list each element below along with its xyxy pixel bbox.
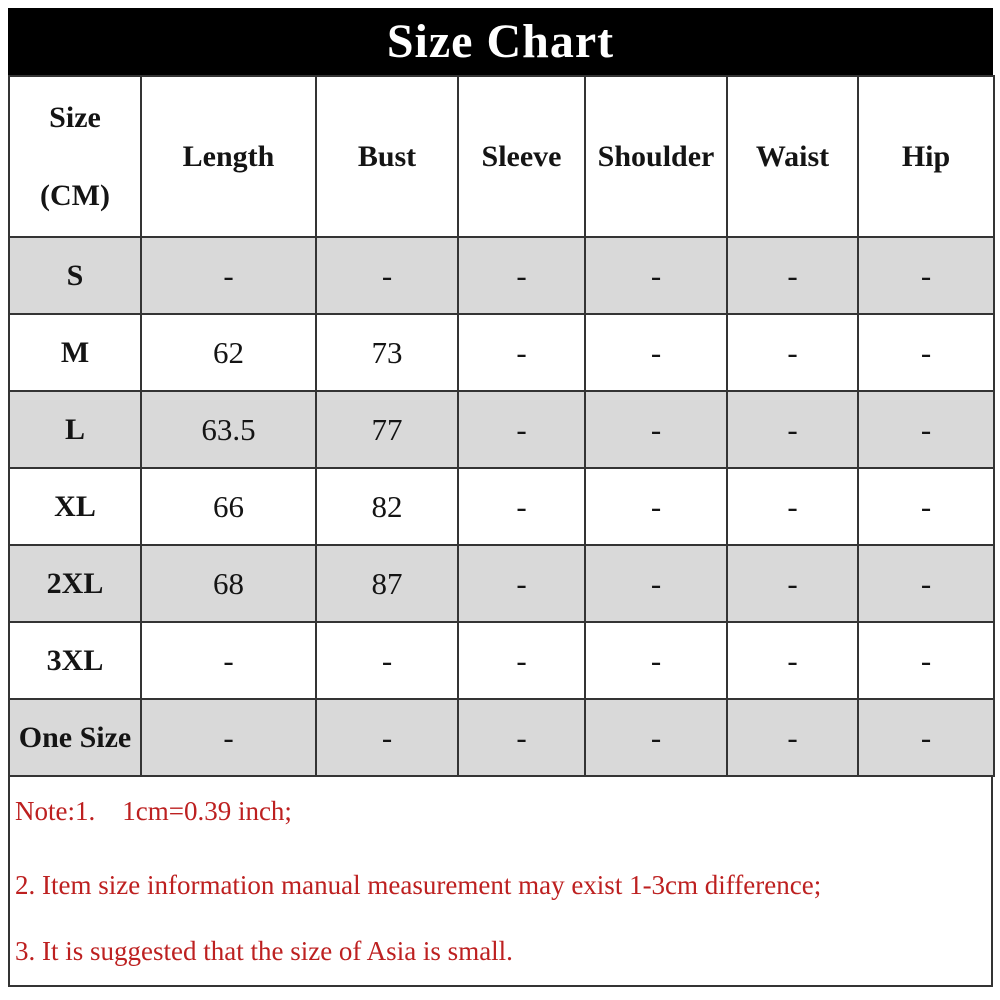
value-cell: - — [458, 622, 585, 699]
value-cell: - — [141, 237, 316, 314]
column-header-waist: Waist — [727, 76, 858, 237]
table-row-l — [9, 391, 994, 468]
size-cell: M — [9, 314, 141, 391]
column-header-hip: Hip — [858, 76, 994, 237]
value-cell: - — [458, 391, 585, 468]
value-cell: - — [585, 314, 727, 391]
size-cell: S — [9, 237, 141, 314]
size-cell: One Size — [9, 699, 141, 776]
size-chart-sheet — [8, 8, 993, 987]
note-line-2: 2. Item size information manual measurement may exist 1-3cm difference; — [15, 869, 822, 900]
value-cell: - — [585, 622, 727, 699]
note-line-1: Note:1. 1cm=0.39 inch; — [15, 796, 292, 826]
value-cell: - — [727, 622, 858, 699]
value-cell: - — [141, 699, 316, 776]
value-cell: 62 — [141, 314, 316, 391]
value-cell: - — [458, 468, 585, 545]
column-header-sleeve: Sleeve — [458, 76, 585, 237]
page-title: Size Chart — [386, 15, 615, 68]
value-cell: - — [727, 314, 858, 391]
column-header-bust: Bust — [316, 76, 458, 237]
value-cell: 66 — [141, 468, 316, 545]
value-cell: - — [585, 699, 727, 776]
value-cell: 77 — [316, 391, 458, 468]
value-cell: - — [141, 622, 316, 699]
column-header-shoulder: Shoulder — [585, 76, 727, 237]
size-header-label: Size — [49, 100, 101, 134]
table-row-2xl — [9, 545, 994, 622]
value-cell: - — [727, 237, 858, 314]
value-cell: - — [585, 545, 727, 622]
size-cell: 3XL — [9, 622, 141, 699]
size-cell: 2XL — [9, 545, 141, 622]
value-cell: - — [727, 391, 858, 468]
table-row-m — [9, 314, 994, 391]
title-bar — [8, 8, 993, 75]
value-cell: - — [458, 545, 585, 622]
value-cell: 82 — [316, 468, 458, 545]
notes-section — [8, 777, 993, 987]
value-cell: - — [858, 545, 994, 622]
value-cell: - — [727, 468, 858, 545]
value-cell: - — [458, 237, 585, 314]
value-cell: - — [585, 237, 727, 314]
value-cell: - — [585, 391, 727, 468]
table-row-s — [9, 237, 994, 314]
value-cell: 73 — [316, 314, 458, 391]
value-cell: - — [316, 622, 458, 699]
value-cell: - — [858, 699, 994, 776]
value-cell: - — [727, 545, 858, 622]
table-row-one-size — [9, 699, 994, 776]
value-cell: 68 — [141, 545, 316, 622]
value-cell: - — [316, 699, 458, 776]
value-cell: - — [858, 622, 994, 699]
note-line-3: 3. It is suggested that the size of Asia is small. — [15, 935, 513, 966]
size-table — [8, 75, 995, 777]
size-header-stack — [10, 101, 140, 213]
column-header-size — [9, 76, 141, 237]
value-cell: - — [858, 314, 994, 391]
value-cell: - — [458, 314, 585, 391]
size-header-unit: (CM) — [40, 178, 110, 212]
value-cell: - — [727, 699, 858, 776]
value-cell: - — [858, 391, 994, 468]
header-row — [9, 76, 994, 237]
value-cell: 87 — [316, 545, 458, 622]
table-row-3xl — [9, 622, 994, 699]
value-cell: - — [458, 699, 585, 776]
value-cell: - — [585, 468, 727, 545]
value-cell: - — [858, 468, 994, 545]
table-row-xl — [9, 468, 994, 545]
size-cell: XL — [9, 468, 141, 545]
value-cell: 63.5 — [141, 391, 316, 468]
value-cell: - — [858, 237, 994, 314]
value-cell: - — [316, 237, 458, 314]
column-header-length: Length — [141, 76, 316, 237]
size-cell: L — [9, 391, 141, 468]
